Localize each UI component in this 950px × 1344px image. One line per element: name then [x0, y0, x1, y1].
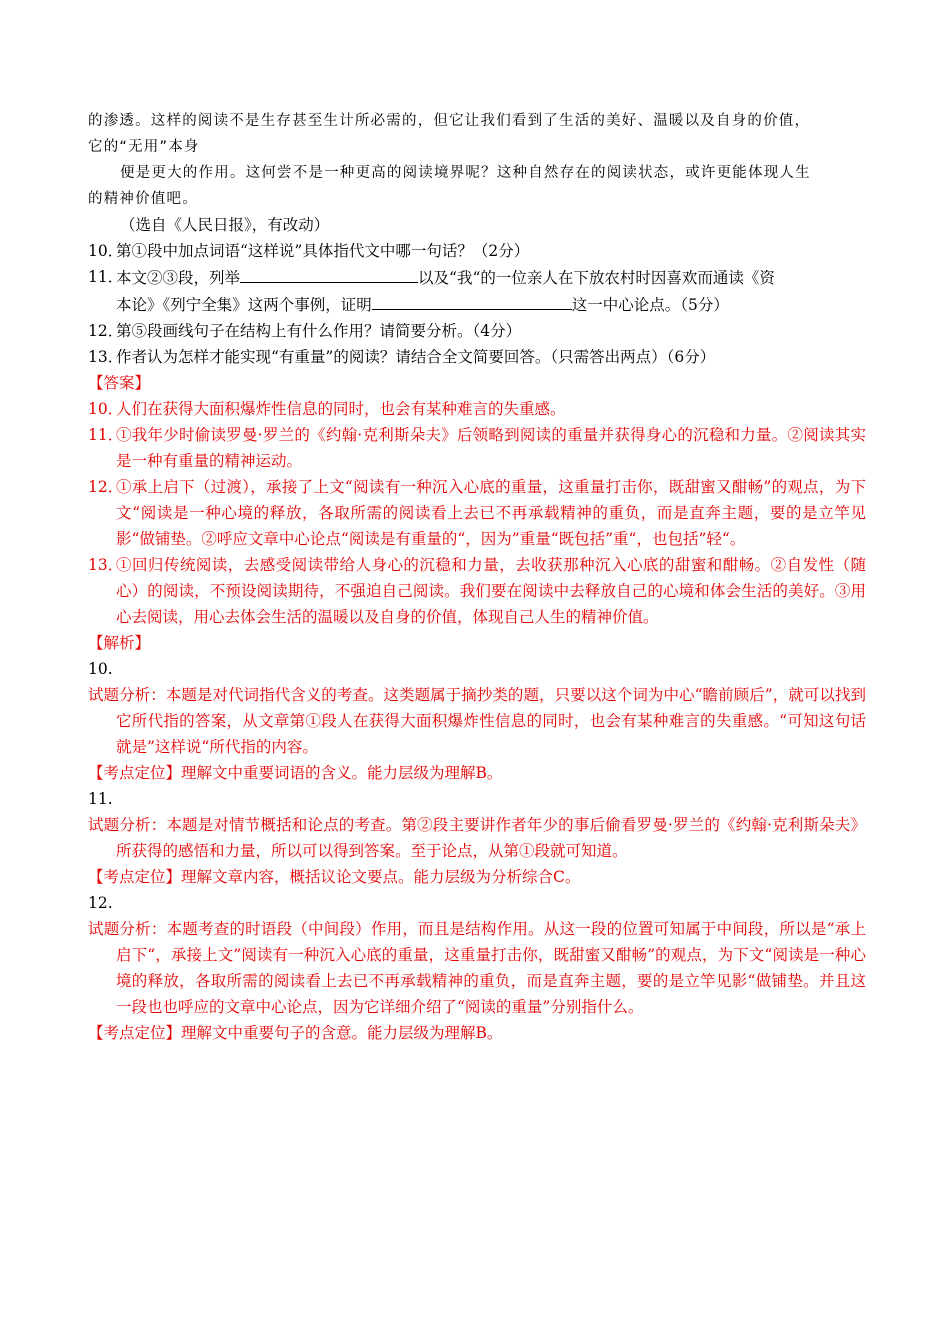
analysis-header: 【解析】: [88, 634, 151, 652]
analysis-number: 11.: [88, 790, 113, 808]
answer-number: 10．: [88, 400, 124, 418]
question-number: 12．: [88, 322, 124, 340]
question-text-part: 本论》《列宁全集》这两个事例，证明: [116, 296, 372, 314]
answer-number: 11．: [88, 426, 124, 444]
question-number: 10．: [88, 242, 124, 260]
analysis-text: 试题分析：本题是对情节概括和论点的考查。第②段主要讲作者年少的事后偷看罗曼·罗兰的《约翰·克利斯朵夫》所获得的感悟和力量，所以可以得到答案。至于论点，从第①段就可知道。: [88, 816, 866, 860]
question-text: 第①段中加点词语“这样说”具体指代文中哪一句话？（2分）: [116, 242, 530, 260]
question-text: 作者认为怎样才能实现“有重量”的阅读？请结合全文简要回答。（只需答出两点）（6分）: [116, 348, 716, 366]
answer-header: 【答案】: [88, 374, 151, 392]
question-11: [88, 264, 866, 318]
kaodian-text: 【考点定位】理解文中重要句子的含意。能力层级为理解B。: [88, 1024, 503, 1042]
question-text: [116, 264, 866, 318]
answer-number: 13．: [88, 556, 124, 574]
passage-line: 它的“无用”本身: [88, 139, 200, 155]
answer-text: ①回归传统阅读，去感受阅读带给人身心的沉稳和力量，去收获那种沉入心底的甜蜜和酣畅。②自发性（随心）的阅读，不预设阅读期待，不强迫自己阅读。我们要在阅读中去释放自己的心境和体会生活的美好。③用心去阅读，用心去体会生活的温暖以及自身的价值，体现自己人生的精神价值。: [116, 556, 866, 626]
question-number: 13．: [88, 348, 124, 366]
analysis-text: 试题分析：本题考查的时语段（中间段）作用，而且是结构作用。从这一段的位置可知属于中间段，所以是“承上启下“，承接上文”阅读有一种沉入心底的重量，这重量打击你，既甜蜜又酣畅”的观点，为下文“阅读是一种心境的释放，各取所需的阅读看上去已不再承载精神的重负，而是直奔主题，要的是立竿见影“做铺垫。并且这一段也也呼应的文章中心论点，因为它详细介绍了“阅读的重量”分别指什么。: [88, 920, 866, 1016]
passage-source: （选自《人民日报》，有改动）: [120, 216, 330, 234]
analysis-text: 试题分析：本题是对代词指代含义的考查。这类题属于摘抄类的题，只要以这个词为中心“瞻前顾后”，就可以找到它所代指的答案，从文章第①段人在获得大面积爆炸性信息的同时，也会有某种难言的失重感。“可知这句话就是”这样说“所代指的内容。: [88, 686, 866, 756]
kaodian-text: 【考点定位】理解文章内容，概括议论文要点。能力层级为分析综合C。: [88, 868, 581, 886]
question-text-part: 以及“我“的一位亲人在下放农村时因喜欢而通读《资: [418, 269, 775, 287]
analysis-number: 12.: [88, 894, 113, 912]
answer-blank[interactable]: [372, 291, 572, 310]
passage-line: 的精神价值吧。: [88, 191, 198, 207]
answer-text: ①承上启下（过渡），承接了上文“阅读有一种沉入心底的重量，这重量打击你，既甜蜜又酣畅”的观点，为下文“阅读是一种心境的释放，各取所需的阅读看上去已不再承载精神的重负，而是直奔主题，要的是立竿见影“做铺垫。②呼应文章中心论点“阅读是有重量的“，因为”重量“既包括”重“，也包括”轻“。: [116, 478, 866, 548]
answer-text: 人们在获得大面积爆炸性信息的同时，也会有某种难言的失重感。: [116, 400, 566, 418]
answer-number: 12．: [88, 478, 124, 496]
question-text-part: 本文②③段，列举: [116, 269, 241, 287]
kaodian-text: 【考点定位】理解文中重要词语的含义。能力层级为理解B。: [88, 764, 503, 782]
question-13: [88, 344, 866, 370]
passage-line: 的渗透。这样的阅读不是生存甚至生计所必需的，但它让我们看到了生活的美好、温暖以及自身的价值，: [88, 113, 811, 129]
question-number: 11．: [88, 268, 124, 286]
question-text: 第⑤段画线句子在结构上有什么作用？请简要分析。（4分）: [116, 322, 522, 340]
answer-blank[interactable]: [240, 264, 418, 283]
answer-12: [88, 474, 866, 552]
answer-text: ①我年少时偷读罗曼·罗兰的《约翰·克利斯朵夫》后领略到阅读的重量并获得身心的沉稳和力量。②阅读其实是一种有重量的精神运动。: [116, 426, 866, 470]
page-content: [88, 108, 866, 1046]
passage-line: 便是更大的作用。这何尝不是一种更高的阅读境界呢？这种自然存在的阅读状态，或许更能体现人生: [120, 165, 811, 181]
question-12: [88, 318, 866, 344]
question-text-part: 这一中心论点。（5分）: [571, 296, 729, 314]
question-10: [88, 238, 866, 264]
answer-10: [88, 396, 866, 422]
answer-11: [88, 422, 866, 474]
analysis-number: 10.: [88, 660, 113, 678]
answer-13: [88, 552, 866, 630]
